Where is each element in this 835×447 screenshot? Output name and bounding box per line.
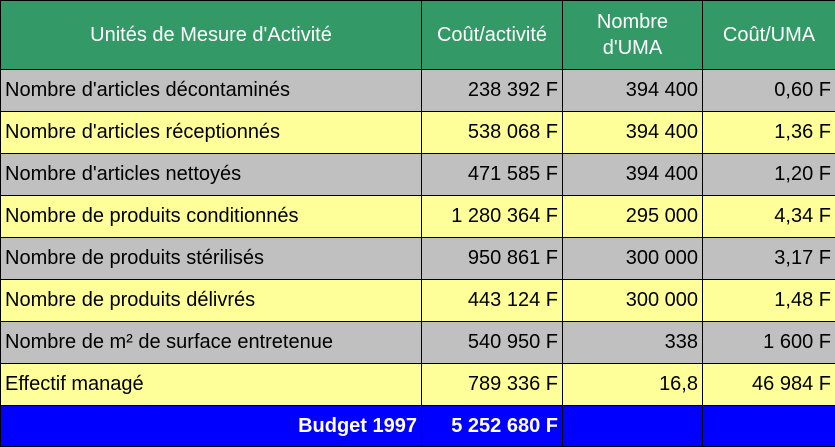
row-uma-count: 16,8 bbox=[563, 364, 703, 406]
row-cost-activity: 1 280 364 F bbox=[422, 196, 563, 238]
row-cost-uma: 1,20 F bbox=[703, 154, 835, 196]
row-cost-activity: 789 336 F bbox=[422, 364, 563, 406]
row-cost-activity: 443 124 F bbox=[422, 280, 563, 322]
table-footer bbox=[1, 406, 835, 447]
row-label: Nombre de produits délivrés bbox=[1, 280, 422, 322]
row-cost-activity: 238 392 F bbox=[422, 70, 563, 112]
row-cost-uma: 3,17 F bbox=[703, 238, 835, 280]
row-cost-activity: 540 950 F bbox=[422, 322, 563, 364]
row-uma-count: 338 bbox=[563, 322, 703, 364]
row-cost-activity: 538 068 F bbox=[422, 112, 563, 154]
row-cost-uma: 0,60 F bbox=[703, 70, 835, 112]
header-cost-uma: Coût/UMA bbox=[703, 1, 835, 70]
row-label: Nombre d'articles réceptionnés bbox=[1, 112, 422, 154]
row-cost-uma: 46 984 F bbox=[703, 364, 835, 406]
row-label: Nombre d'articles nettoyés bbox=[1, 154, 422, 196]
table-row bbox=[1, 280, 835, 322]
table-row bbox=[1, 364, 835, 406]
budget-empty-cell bbox=[703, 406, 835, 447]
table-row bbox=[1, 238, 835, 280]
row-label: Nombre d'articles décontaminés bbox=[1, 70, 422, 112]
table-row bbox=[1, 196, 835, 238]
row-cost-uma: 1 600 F bbox=[703, 322, 835, 364]
header-activity-units: Unités de Mesure d'Activité bbox=[1, 1, 422, 70]
table-row bbox=[1, 70, 835, 112]
row-uma-count: 394 400 bbox=[563, 154, 703, 196]
row-cost-uma: 1,36 F bbox=[703, 112, 835, 154]
table-row bbox=[1, 154, 835, 196]
budget-empty-cell bbox=[563, 406, 703, 447]
row-label: Nombre de produits conditionnés bbox=[1, 196, 422, 238]
row-cost-activity: 950 861 F bbox=[422, 238, 563, 280]
row-uma-count: 394 400 bbox=[563, 112, 703, 154]
row-uma-count: 295 000 bbox=[563, 196, 703, 238]
header-cost-activity: Coût/activité bbox=[422, 1, 563, 70]
row-uma-count: 300 000 bbox=[563, 238, 703, 280]
row-label: Nombre de m² de surface entretenue bbox=[1, 322, 422, 364]
header-row bbox=[1, 1, 835, 70]
row-label: Nombre de produits stérilisés bbox=[1, 238, 422, 280]
row-label: Effectif managé bbox=[1, 364, 422, 406]
budget-row bbox=[1, 406, 835, 447]
budget-total: 5 252 680 F bbox=[422, 406, 563, 447]
row-cost-uma: 1,48 F bbox=[703, 280, 835, 322]
header-uma-count: Nombre d'UMA bbox=[563, 1, 703, 70]
row-cost-activity: 471 585 F bbox=[422, 154, 563, 196]
table-row bbox=[1, 112, 835, 154]
row-uma-count: 394 400 bbox=[563, 70, 703, 112]
row-cost-uma: 4,34 F bbox=[703, 196, 835, 238]
row-uma-count: 300 000 bbox=[563, 280, 703, 322]
budget-label: Budget 1997 bbox=[1, 406, 422, 447]
table-row bbox=[1, 322, 835, 364]
table-body bbox=[1, 70, 835, 406]
table-header bbox=[1, 1, 835, 70]
